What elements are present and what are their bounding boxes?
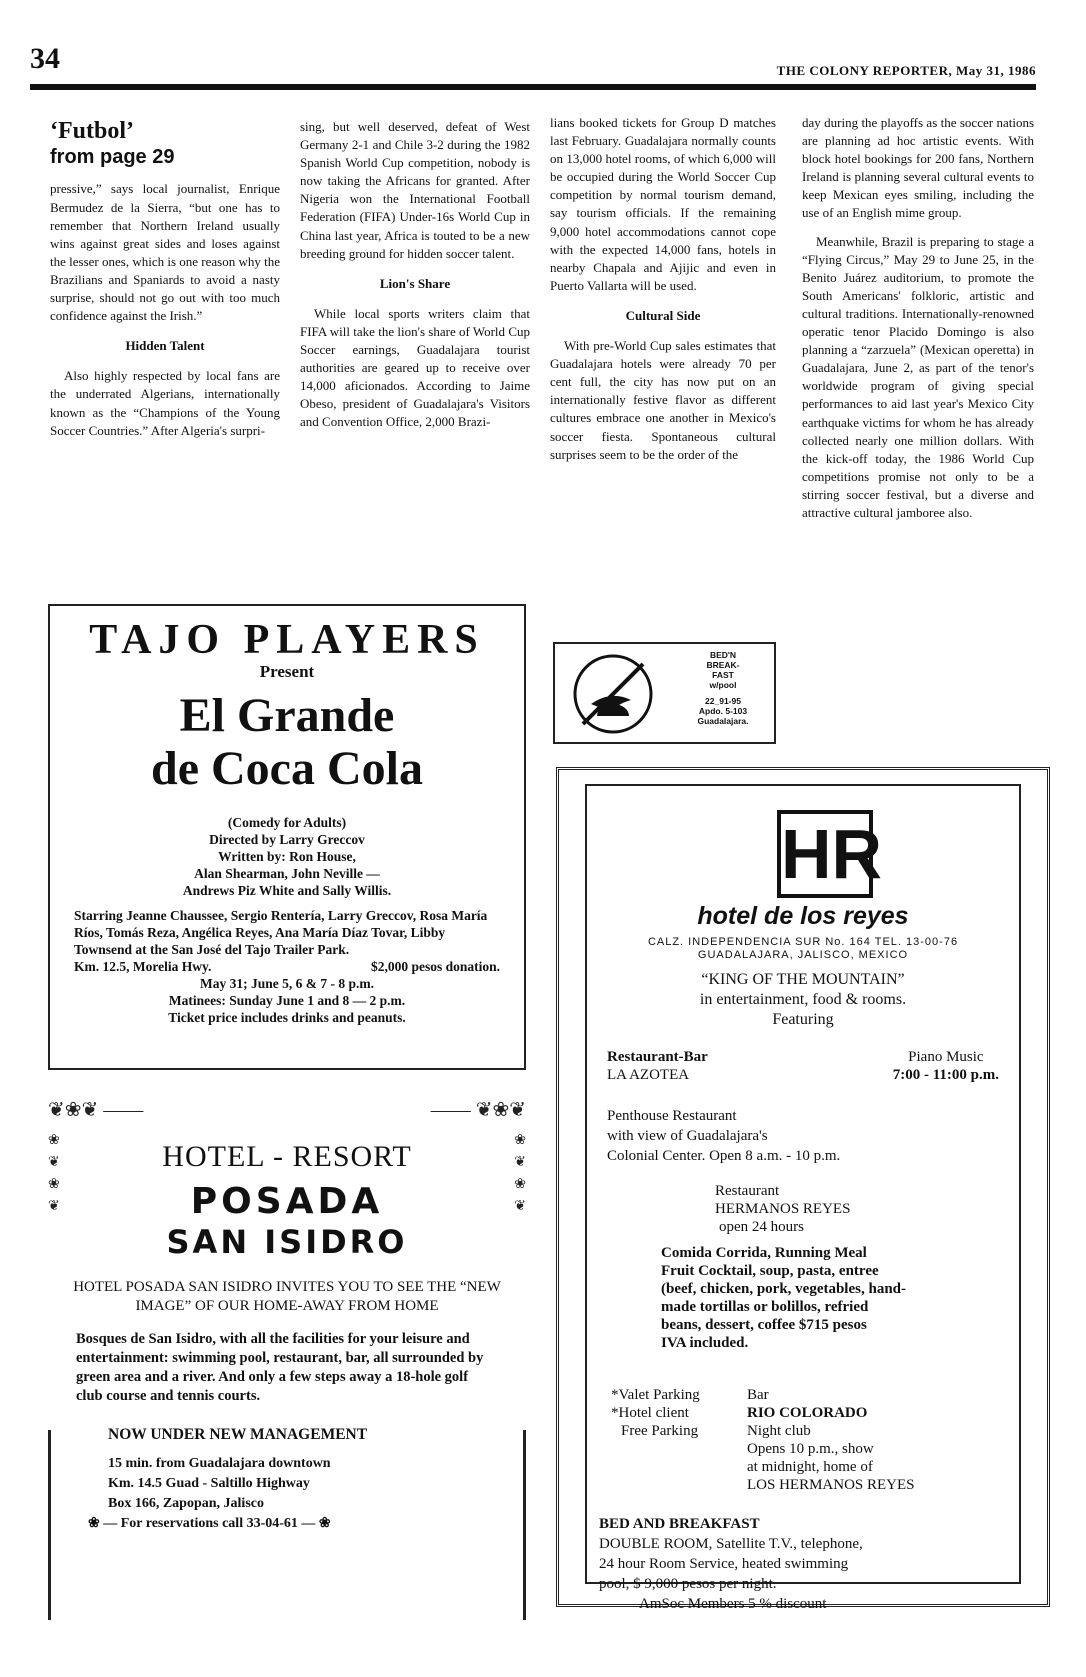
floral-border-icon: ❀ ❦ ❀ ❦ [48,1133,60,1214]
sunrise-bird-logo-icon [561,646,671,742]
bed-and-breakfast-offer [587,1514,1019,1614]
article-column-1 [50,118,280,440]
ad-tajo-players [48,604,526,1070]
article-paragraph: Meanwhile, Brazil is preparing to stage a “Flying Circus,” May 29 to June 25, in the Benito Juárez auditorium, to promote the South Americans' folkloric, artistic and cultural traditions. Internationally-renowned operatic tenor Placido Domingo is also planning a “zarzuela” (Mexican operetta) in Guadalajara, June 2, as part of the tenor's worldwide program of giving special performances to aid last year's Mexico City earthquake victims for whom he has already collected nearly one million dollars. With the kick-off today, the 1986 World Cup competitions promise not only to be a stirring soccer festival, but a diverse and attractive cultural jamboree also. [802,233,1034,520]
article-column-3 [550,114,776,464]
offer-line: pool, $ 9,000 pesos per night. [599,1576,777,1592]
article-paragraph: With pre-World Cup sales estimates that Guadalajara hotels were already 70 per cent full, the city has now put on an internationally festive flavor as different cultures embrace one another in Mexico's soccer fiesta. Spontaneous cultural surprises seem to be the order of the [550,338,776,462]
bed-breakfast-text [675,650,771,726]
floral-ornament-icon: —— ❦❀❦ [430,1099,526,1121]
hotel-slogan [587,970,1019,1030]
offer-line: AmSoc Members 5 % discount [639,1596,827,1612]
menu-line: IVA included. [661,1335,749,1351]
floral-ornament-icon: ❦❀❦ —— [48,1099,144,1121]
penthouse-line: Penthouse Restaurant [607,1108,737,1124]
hotel-address-line: Box 166, Zapopan, Jalisco [108,1496,264,1511]
slogan-line: in entertainment, food & rooms. [699,991,907,1008]
parking-line: Free Parking [621,1423,699,1439]
ad-hotel-de-los-reyes [556,767,1050,1612]
penthouse-line: Colonial Center. Open 8 a.m. - 10 p.m. [607,1148,841,1164]
restaurant-label: Restaurant [715,1183,780,1199]
ad-bed-breakfast [553,642,776,744]
header-rule [30,84,1036,90]
article-column-4 [802,114,1034,522]
play-writers: Written by: Ron House, [218,848,356,864]
bar-line: at midnight, home of [747,1459,873,1475]
article-jump-line: from page 29 [50,146,175,169]
hotel-description: Bosques de San Isidro, with all the facilities for your leisure and entertainment: swimming pool, restaurant, bar, all surrounded by green area and a river. And only a few steps away a 18-hole golf club course and tennis courts. [76,1331,484,1404]
article-paragraph: Also highly respected by local fans are the underrated Algerians, internationally known as the “Champions of the Young Soccer Countries.” After Algeria's surpri- [50,368,280,438]
management-notice: NOW UNDER NEW MANAGEMENT [108,1426,368,1443]
restaurant-bar [607,1048,708,1084]
parking-line: *Valet Parking [611,1387,700,1403]
hotel-resort-title: HOTEL - RESORT [162,1140,412,1173]
play-venue-row [50,958,524,975]
hotel-address [587,936,1019,962]
bar-piano-row [587,1048,1019,1084]
play-ticket-note: Ticket price includes drinks and peanuts. [168,1009,406,1025]
bar-line: LOS HERMANOS REYES [747,1477,915,1493]
ad-border-right [523,1430,526,1620]
restaurant-hermanos-reyes [587,1182,1019,1236]
bed-text-line: w/pool [709,680,737,690]
bar-rio-colorado [587,1386,1019,1494]
hotel-name: hotel de los reyes [697,902,909,930]
article-paragraph: While local sports writers claim that FIFA will take the lion's share of World Cup Soccer earnings, Guadalajara tourist authorities are geared up to receive over 14,000 aficionados. According to Jaime Obeso, president of Guadalajara's Visitors and Convention Office, 2,000 Brazi- [300,305,530,430]
san-isidro-logo-text: SAN ISIDRO [166,1223,408,1261]
bed-text-line: FAST [712,670,734,680]
play-director: Directed by Larry Greccov [209,831,365,847]
bar-line: Opens 10 p.m., show [747,1441,874,1457]
play-title-line-2: de Coca Cola [151,741,423,795]
menu-line: Fruit Cocktail, soup, pasta, entree [661,1263,879,1279]
hotel-address-line: 15 min. from Guadalajara downtown [108,1456,331,1471]
slogan-line: “KING OF THE MOUNTAIN” [701,971,905,988]
article-paragraph: day during the playoffs as the soccer nations are planning ad hoc artistic events. With block hotel bookings for 200 fans, Northern Ireland is planning several cultural events to keep Mexican eyes smiling, including the use of an English mime group. [802,115,1034,221]
floral-border-icon: ❀ ❦ ❀ ❦ [514,1133,526,1214]
hotel-address-line: GUADALAJARA, JALISCO, MEXICO [697,949,909,961]
bed-text-line: Apdo. 5-103 [698,706,748,716]
offer-line: DOUBLE ROOM, Satellite T.V., telephone, [599,1536,863,1552]
article-subhead: Cultural Side [625,307,701,323]
hotel-address-line: Km. 14.5 Guad - Saltillo Highway [108,1476,310,1491]
ad-border-left [48,1430,51,1620]
offer-line: BED AND BREAKFAST [599,1516,760,1532]
menu-line: (beef, chicken, pork, vegetables, hand- [661,1281,906,1297]
page-number: 34 [30,42,60,75]
article-column-2 [300,118,530,432]
hr-logo-icon: HR [777,810,873,898]
article-paragraph: pressive,” says local journalist, Enrique Bermudez de la Sierra, “but one has to remember that Northern Ireland usually wins against great sides and loses against the lesser ones, which is one reason why the Brazilians and Spaniards to avoid a nasty surprise, should not go out with too much confidence against the Irish.” [50,181,280,324]
bed-text-line: BED'N [709,650,737,660]
piano-time: 7:00 - 11:00 p.m. [892,1067,999,1083]
ad-posada-san-isidro [48,1100,526,1620]
bar-line: Bar [747,1387,769,1403]
play-matinees: Matinees: Sunday June 1 and 8 — 2 p.m. [168,992,406,1008]
restaurant-name: HERMANOS REYES [715,1201,851,1217]
parking-line: *Hotel client [611,1405,689,1421]
ad-present: Present [259,662,315,681]
play-donation: $2,000 pesos donation. [370,958,500,974]
bar-line: RIO COLORADO [747,1405,868,1421]
masthead: THE COLONY REPORTER, May 31, 1986 [776,63,1036,78]
hotel-address-line: CALZ. INDEPENDENCIA SUR No. 164 TEL. 13-00-76 [647,936,959,948]
play-dates: May 31; June 5, 6 & 7 - 8 p.m. [200,975,374,991]
hotel-invitation: HOTEL POSADA SAN ISIDRO INVITES YOU TO SEE THE “NEW IMAGE” OF OUR HOME-AWAY FROM HOME [73,1279,501,1314]
bed-text-line: BREAK- [706,660,740,670]
article-subhead: Lion's Share [379,275,451,291]
menu-line: made tortillas or bolillos, refried [661,1299,869,1315]
posada-logo-text: POSADA [190,1181,384,1222]
menu-line: Comida Corrida, Running Meal [661,1245,867,1261]
hotel-address [88,1454,526,1534]
bed-text-line: Guadalajara. [697,716,749,726]
bar-line: Night club [747,1423,811,1439]
penthouse-line: with view of Guadalajara's [607,1128,768,1144]
piano-label: Piano Music [908,1049,984,1065]
bed-text-line: 22_91-95 [705,696,741,706]
restaurant-hours: open 24 hours [719,1219,804,1235]
play-genre: (Comedy for Adults) [227,814,347,830]
play-writers-2: Alan Shearman, John Neville — [194,865,380,881]
article-paragraph: sing, but well deserved, defeat of West Germany 2-1 and Chile 3-2 during the 1982 Spanish World Cup competition, nobody is now taking the Africans for granted. After Nigeria won the International Football Federation (FIFA) Under-16s World Cup in China last year, Africa is touted to be a new breeding ground for hidden soccer talent. [300,119,530,261]
bar-name: LA AZOTEA [607,1067,690,1083]
menu-line: beans, dessert, coffee $715 pesos [661,1317,867,1333]
penthouse-restaurant [587,1106,1019,1166]
play-location: Km. 12.5, Morelia Hwy. [74,958,212,974]
ad-title: TAJO PLAYERS [89,617,485,663]
comida-corrida [587,1244,1019,1352]
play-cast: Starring Jeanne Chaussee, Sergio Rentería, Larry Greccov, Rosa María Ríos, Tomás Reza, Angélica Reyes, Ana María Díaz Tovar, Libby Townsend at the San José del Tajo Trailer Park. [74,907,488,957]
article-headline: ‘Futbol’ [50,118,134,144]
reservations-line: For reservations call 33-04-61 [120,1516,298,1531]
play-writers-3: Andrews Piz White and Sally Willis. [182,882,392,898]
article-subhead: Hidden Talent [125,338,205,354]
hotel-reservations: ❀ — For reservations call 33-04-61 — ❀ [88,1516,331,1531]
ad-inner-frame [585,784,1021,1612]
offer-line: 24 hour Room Service, heated swimming [599,1556,849,1572]
article-paragraph: lians booked tickets for Group D matches last February. Guadalajara normally counts on 13,000 hotel rooms, of which 6,000 will be occupied during the World Soccer Cup competition by normal tourism demand, say tourism officials. If the remaining 9,000 hotel accommodations cannot cope with the expected 14,000 fans, hotels in nearby Chapala and Ajijic and even in Puerto Vallarta will be used. [550,115,776,293]
featuring-label: Featuring [772,1011,834,1028]
play-title-line-1: El Grande [179,689,395,742]
bar-label: Restaurant-Bar [607,1049,708,1065]
piano-music [893,1048,999,1084]
